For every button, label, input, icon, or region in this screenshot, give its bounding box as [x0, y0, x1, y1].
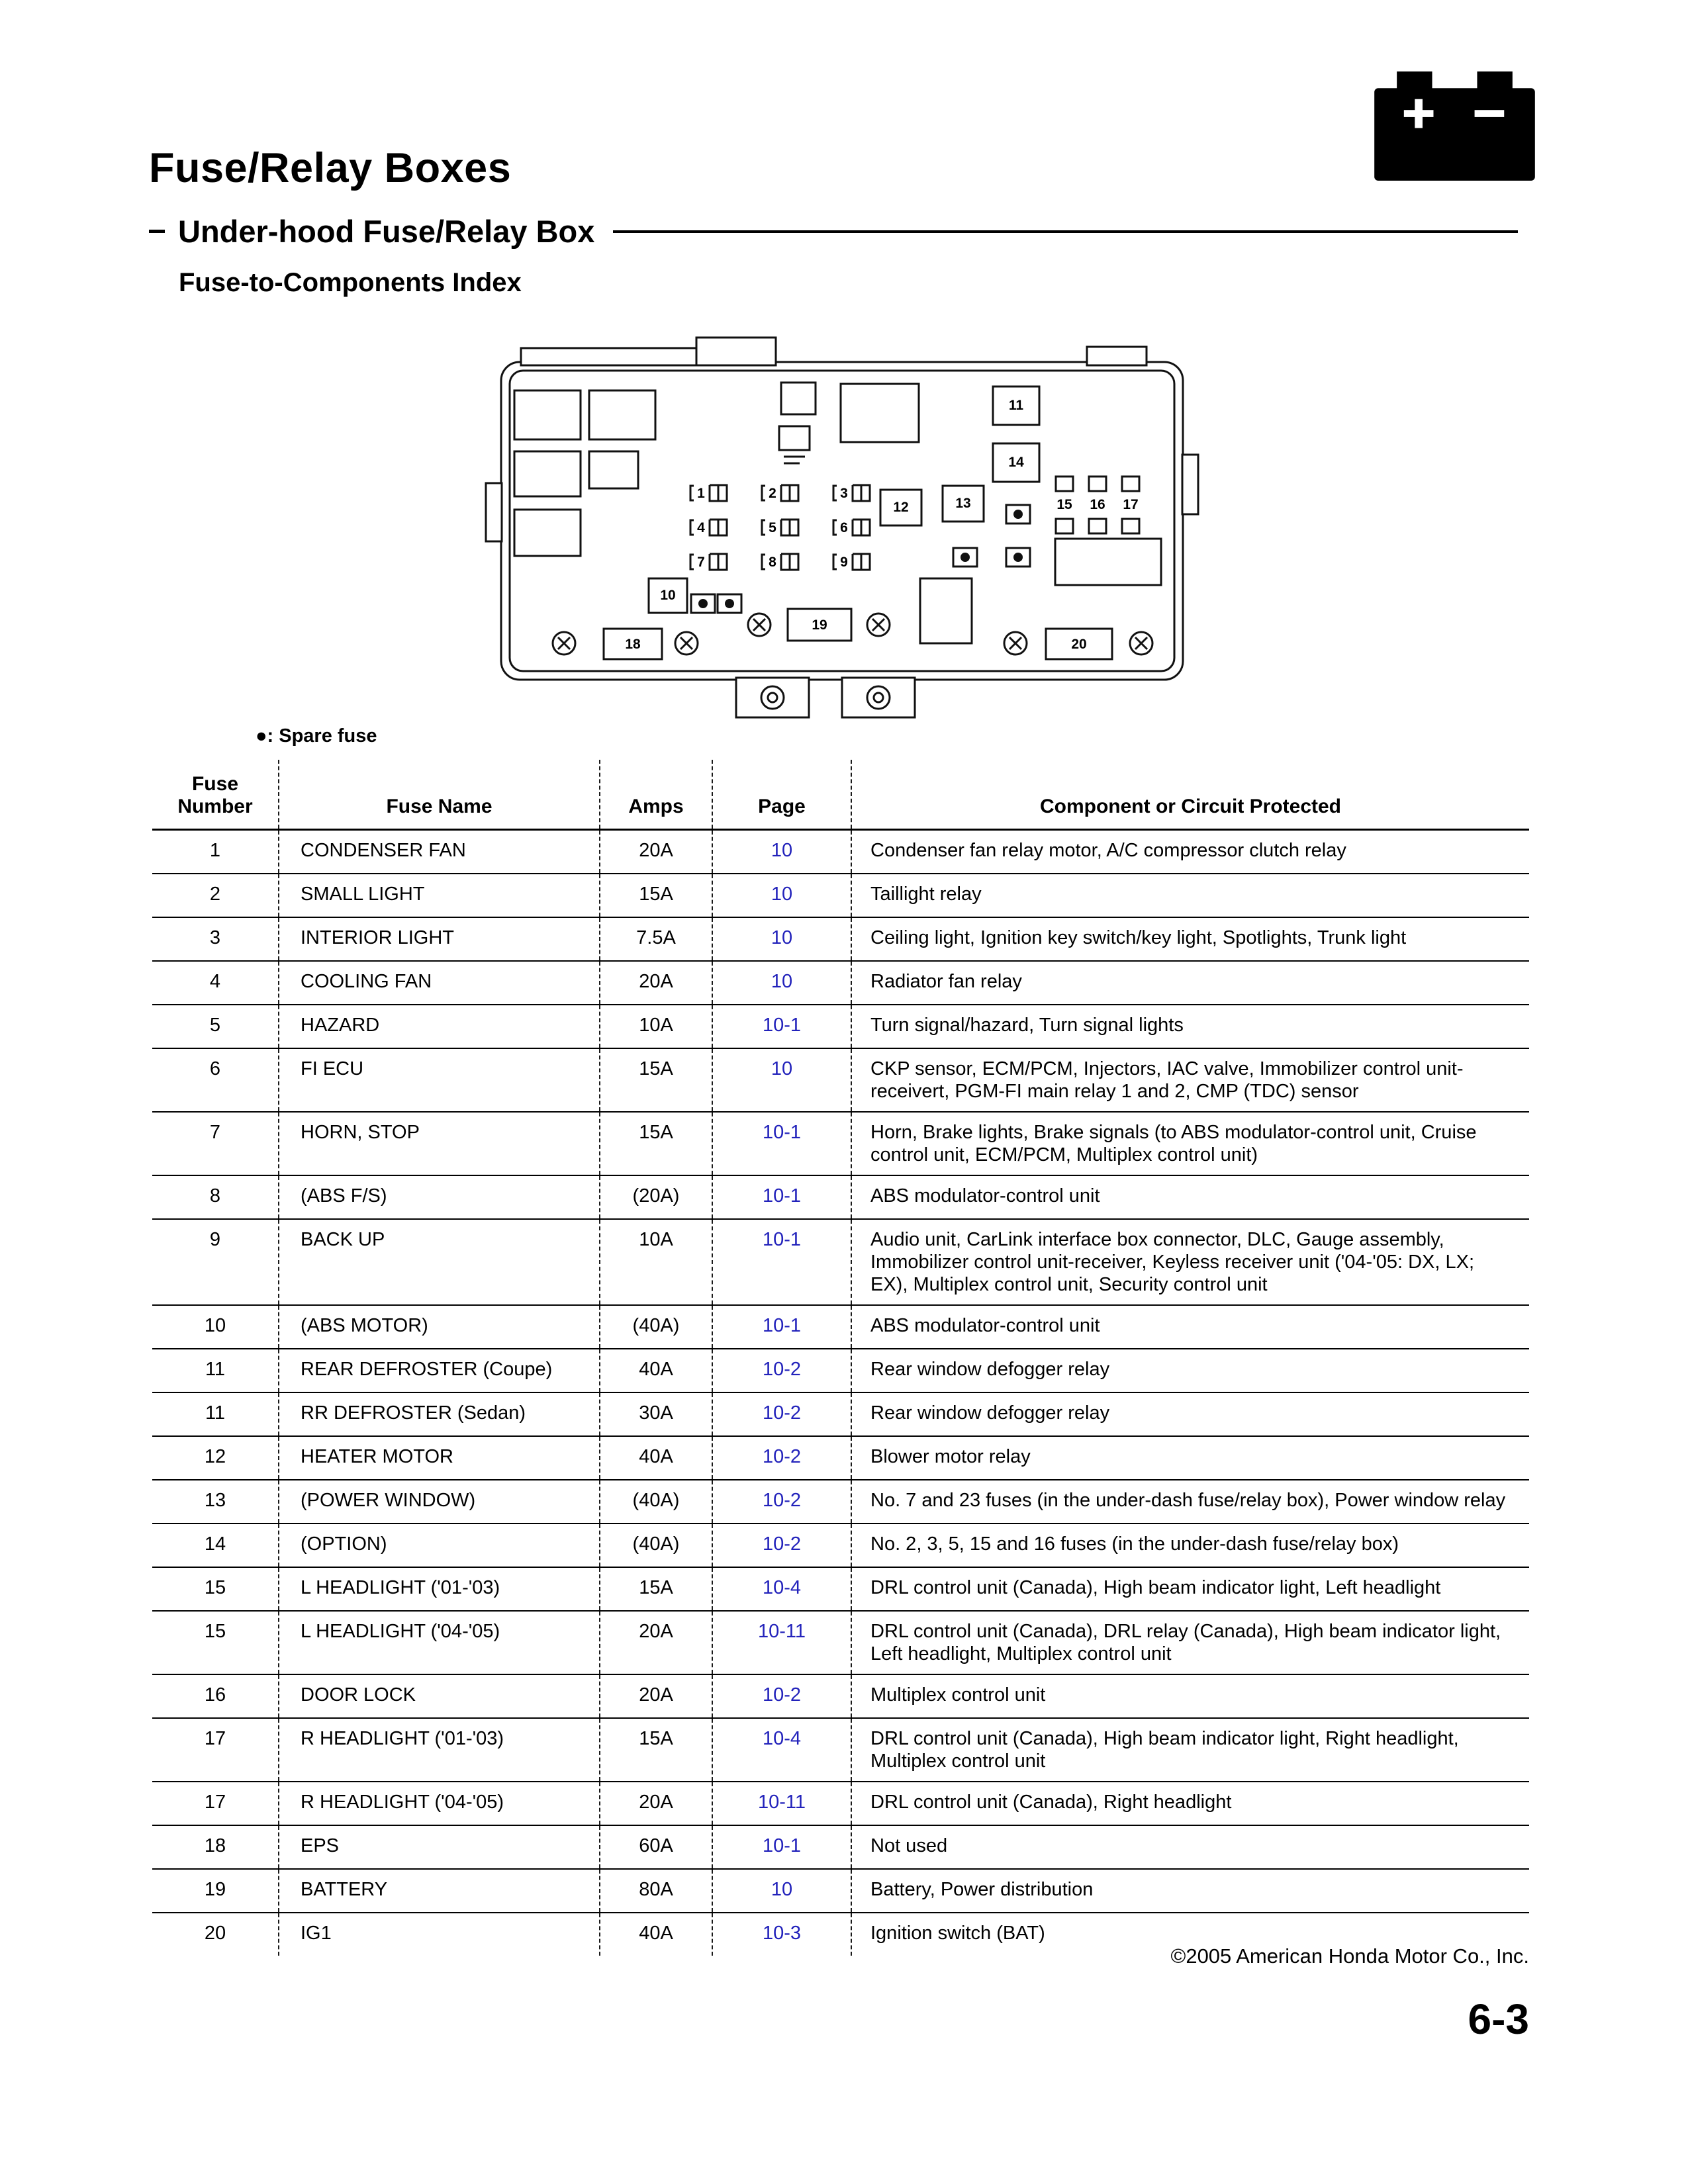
cell-component: ABS modulator-control unit	[851, 1176, 1529, 1218]
cell-fuse-number: 2	[209, 884, 221, 905]
cell-component: ABS modulator-control unit	[851, 1306, 1529, 1348]
cell-fuse-name: RR DEFROSTER (Sedan)	[278, 1393, 599, 1435]
cell-fuse-name: HEATER MOTOR	[278, 1437, 599, 1479]
fuse-label-19: 19	[812, 617, 827, 633]
page-link[interactable]: 10-1	[712, 1826, 851, 1868]
header-component: Component or Circuit Protected	[851, 760, 1529, 829]
fuse-label-10: 10	[660, 588, 676, 603]
fuse-label-2: 2	[769, 486, 776, 501]
page-subtitle: Under-hood Fuse/Relay Box	[178, 214, 595, 249]
fuse-label-13: 13	[955, 496, 971, 511]
page-link[interactable]: 10-2	[712, 1480, 851, 1523]
cell-fuse-name: REAR DEFROSTER (Coupe)	[278, 1349, 599, 1392]
labeled-fuse-box	[604, 387, 1139, 659]
fuse-label-20: 20	[1071, 637, 1087, 652]
table-row	[152, 873, 1529, 917]
cell-amps: 20A	[599, 831, 712, 873]
cell-fuse-number: 16	[204, 1684, 226, 1706]
cell-fuse-number: 17	[204, 1728, 226, 1749]
cell-amps: 15A	[599, 1049, 712, 1111]
bolt-icon	[553, 614, 1152, 655]
cell-fuse-name: SMALL LIGHT	[278, 874, 599, 917]
cell-fuse-name: CONDENSER FAN	[278, 831, 599, 873]
cell-fuse-name: L HEADLIGHT ('04-'05)	[278, 1612, 599, 1674]
page-link[interactable]: 10	[712, 918, 851, 960]
header-fuse-number	[152, 760, 278, 829]
cell-amps: 20A	[599, 1782, 712, 1825]
cell-amps: (40A)	[599, 1524, 712, 1567]
cell-component: Condenser fan relay motor, A/C compressor clutch relay	[851, 831, 1529, 873]
cell-fuse-number: 7	[209, 1122, 221, 1143]
cell-fuse-number: 4	[209, 971, 221, 992]
page-link[interactable]: 10-2	[712, 1393, 851, 1435]
table-row	[152, 1825, 1529, 1868]
top-tab	[1087, 347, 1147, 365]
fusebox-diagram-graphic	[478, 332, 1206, 729]
cell-component: Rear window defogger relay	[851, 1393, 1529, 1435]
cell-fuse-number: 9	[209, 1229, 221, 1250]
table-row	[152, 831, 1529, 873]
cell-fuse-name: (OPTION)	[278, 1524, 599, 1567]
fuse-label-14: 14	[1008, 455, 1024, 470]
top-tab	[521, 348, 710, 365]
subtitle-row	[149, 213, 1518, 250]
horizontal-rule	[613, 230, 1518, 233]
page-link[interactable]: 10-1	[712, 1176, 851, 1218]
cell-component: Rear window defogger relay	[851, 1349, 1529, 1392]
cell-fuse-name: R HEADLIGHT ('01-'03)	[278, 1719, 599, 1781]
fuse-label-9: 9	[840, 555, 848, 570]
table-row	[152, 1218, 1529, 1304]
table-row	[152, 1392, 1529, 1435]
page-link[interactable]: 10-2	[712, 1437, 851, 1479]
cell-component: Audio unit, CarLink interface box connector, DLC, Gauge assembly, Immobilizer control unit-receiver, Keyless receiver unit ('04-'05: DX, LX; EX), Multiplex control unit, Security control unit	[851, 1220, 1529, 1304]
bottom-tab	[736, 678, 809, 717]
page-link[interactable]: 10-2	[712, 1675, 851, 1717]
cell-amps: 15A	[599, 1568, 712, 1610]
table-row	[152, 1479, 1529, 1523]
spare-fuse-label: : Spare fuse	[267, 725, 377, 747]
fuse-label-5: 5	[769, 520, 776, 535]
table-row	[152, 1048, 1529, 1111]
fuse-label-6: 6	[840, 520, 848, 535]
cell-fuse-name: (POWER WINDOW)	[278, 1480, 599, 1523]
page-link[interactable]: 10-1	[712, 1005, 851, 1048]
table-row	[152, 960, 1529, 1004]
cell-amps: 30A	[599, 1393, 712, 1435]
cell-fuse-number: 13	[204, 1490, 226, 1511]
cell-amps: (40A)	[599, 1306, 712, 1348]
table-row	[152, 1868, 1529, 1912]
cell-amps: 10A	[599, 1005, 712, 1048]
fuse-label-18: 18	[625, 637, 641, 652]
cell-component: Horn, Brake lights, Brake signals (to ABS modulator-control unit, Cruise control unit, ECM/PCM, Multiplex control unit)	[851, 1113, 1529, 1175]
cell-component: Blower motor relay	[851, 1437, 1529, 1479]
cell-component: Radiator fan relay	[851, 962, 1529, 1004]
table-row	[152, 917, 1529, 960]
page-link[interactable]: 10	[712, 1870, 851, 1912]
fuse-table-body	[152, 831, 1529, 1956]
header-fuse-number-line1: Fuse	[191, 773, 239, 795]
cell-fuse-name: HAZARD	[278, 1005, 599, 1048]
page-number: 6-3	[1468, 1995, 1529, 2043]
bottom-tab	[842, 678, 915, 717]
cell-fuse-name: COOLING FAN	[278, 962, 599, 1004]
header-fuse-name: Fuse Name	[278, 760, 599, 829]
cell-fuse-number: 17	[204, 1792, 226, 1813]
cell-fuse-number: 12	[204, 1446, 226, 1467]
cell-amps: 40A	[599, 1913, 712, 1956]
cell-amps: 15A	[599, 1113, 712, 1175]
page-link[interactable]: 10-2	[712, 1349, 851, 1392]
page-link[interactable]: 10-11	[712, 1782, 851, 1825]
section-title: Fuse-to-Components Index	[179, 268, 522, 297]
table-row	[152, 1304, 1529, 1348]
page-link[interactable]: 10-1	[712, 1220, 851, 1304]
cell-fuse-number: 6	[209, 1058, 221, 1079]
fusebox-diagram	[478, 332, 1206, 733]
cell-component: DRL control unit (Canada), High beam indicator light, Left headlight	[851, 1568, 1529, 1610]
fuse-label-16: 16	[1090, 497, 1105, 512]
table-row	[152, 1111, 1529, 1175]
cell-fuse-name: FI ECU	[278, 1049, 599, 1111]
cell-fuse-number: 5	[209, 1015, 221, 1036]
cell-component: No. 7 and 23 fuses (in the under-dash fuse/relay box), Power window relay	[851, 1480, 1529, 1523]
page-title: Fuse/Relay Boxes	[149, 145, 512, 191]
cell-component: DRL control unit (Canada), High beam indicator light, Right headlight, Multiplex control unit	[851, 1719, 1529, 1781]
cell-fuse-name: (ABS F/S)	[278, 1176, 599, 1218]
fuse-label-8: 8	[769, 555, 776, 570]
cell-component: No. 2, 3, 5, 15 and 16 fuses (in the under-dash fuse/relay box)	[851, 1524, 1529, 1567]
cell-fuse-name: DOOR LOCK	[278, 1675, 599, 1717]
cell-amps: (20A)	[599, 1176, 712, 1218]
page-link[interactable]: 10-4	[712, 1719, 851, 1781]
cell-amps: 60A	[599, 1826, 712, 1868]
cell-fuse-name: BATTERY	[278, 1870, 599, 1912]
cell-component: Taillight relay	[851, 874, 1529, 917]
fuse-label-7: 7	[697, 555, 705, 570]
cell-fuse-name: HORN, STOP	[278, 1113, 599, 1175]
fuse-label-1: 1	[697, 486, 705, 501]
cell-fuse-number: 11	[205, 1402, 226, 1424]
table-row	[152, 1175, 1529, 1218]
spare-fuse-legend	[256, 725, 377, 747]
cell-fuse-number: 15	[204, 1577, 226, 1598]
table-row	[152, 1004, 1529, 1048]
cell-amps: 20A	[599, 1675, 712, 1717]
cell-amps: 15A	[599, 874, 712, 917]
cell-component: Ignition switch (BAT)	[851, 1913, 1529, 1956]
cell-fuse-number: 14	[204, 1533, 226, 1555]
page-link[interactable]: 10-2	[712, 1524, 851, 1567]
page-link[interactable]: 10	[712, 831, 851, 873]
fuse-label-11: 11	[1008, 398, 1024, 413]
page-link[interactable]: 10-3	[712, 1913, 851, 1956]
cell-fuse-number: 18	[204, 1835, 226, 1856]
copyright: ©2005 American Honda Motor Co., Inc.	[1170, 1944, 1529, 1968]
cell-component: DRL control unit (Canada), DRL relay (Canada), High beam indicator light, Left headlight, Multiplex control unit	[851, 1612, 1529, 1674]
page-link[interactable]: 10-1	[712, 1306, 851, 1348]
cell-fuse-number: 1	[209, 840, 221, 861]
page-link[interactable]: 10-11	[712, 1612, 851, 1674]
dash-marker	[149, 230, 165, 233]
fuse-label-15: 15	[1056, 497, 1072, 512]
side-tab	[486, 483, 502, 541]
page-link[interactable]: 10	[712, 874, 851, 917]
page-link[interactable]: 10	[712, 1049, 851, 1111]
battery-icon-graphic	[1374, 71, 1536, 181]
cell-component: DRL control unit (Canada), Right headlight	[851, 1782, 1529, 1825]
fuse-table	[152, 760, 1529, 1956]
relay-box	[514, 383, 1161, 643]
cell-fuse-name: IG1	[278, 1913, 599, 1956]
cell-amps: 7.5A	[599, 918, 712, 960]
fuse-label-17: 17	[1123, 497, 1139, 512]
table-row	[152, 1523, 1529, 1567]
cell-fuse-number: 15	[204, 1621, 226, 1642]
table-row	[152, 1717, 1529, 1781]
cell-fuse-name: (ABS MOTOR)	[278, 1306, 599, 1348]
table-row	[152, 1610, 1529, 1674]
header-amps: Amps	[599, 760, 712, 829]
cell-fuse-number: 19	[204, 1879, 226, 1900]
cell-amps: 20A	[599, 1612, 712, 1674]
table-row	[152, 1348, 1529, 1392]
side-tab	[1182, 455, 1198, 514]
header-fuse-number-line2: Number	[177, 796, 253, 817]
cell-component: Not used	[851, 1826, 1529, 1868]
cell-fuse-name: R HEADLIGHT ('04-'05)	[278, 1782, 599, 1825]
cell-fuse-number: 3	[209, 927, 221, 948]
cell-amps: (40A)	[599, 1480, 712, 1523]
cell-amps: 40A	[599, 1349, 712, 1392]
fuse-label-3: 3	[840, 486, 848, 501]
cell-amps: 15A	[599, 1719, 712, 1781]
table-row	[152, 1435, 1529, 1479]
cell-fuse-name: EPS	[278, 1826, 599, 1868]
fuse-label-12: 12	[893, 500, 909, 515]
header-page: Page	[712, 760, 851, 829]
table-header	[152, 760, 1529, 831]
table-row	[152, 1567, 1529, 1610]
fuse-label-4: 4	[697, 520, 705, 535]
cell-fuse-number: 11	[205, 1359, 226, 1380]
cell-component: Multiplex control unit	[851, 1675, 1529, 1717]
page-link[interactable]: 10-1	[712, 1113, 851, 1175]
cell-fuse-name: INTERIOR LIGHT	[278, 918, 599, 960]
page-link[interactable]: 10	[712, 962, 851, 1004]
cell-component: CKP sensor, ECM/PCM, Injectors, IAC valve, Immobilizer control unit-receivert, PGM-FI main relay 1 and 2, CMP (TDC) sensor	[851, 1049, 1529, 1111]
cell-component: Ceiling light, Ignition key switch/key light, Spotlights, Trunk light	[851, 918, 1529, 960]
cell-fuse-name: L HEADLIGHT ('01-'03)	[278, 1568, 599, 1610]
cell-component: Battery, Power distribution	[851, 1870, 1529, 1912]
cell-amps: 40A	[599, 1437, 712, 1479]
cell-fuse-number: 10	[204, 1315, 226, 1336]
cell-fuse-number: 20	[204, 1923, 226, 1944]
cell-amps: 20A	[599, 962, 712, 1004]
top-tab	[696, 338, 776, 365]
table-row	[152, 1781, 1529, 1825]
table-row	[152, 1674, 1529, 1717]
cell-fuse-name: BACK UP	[278, 1220, 599, 1304]
cell-amps: 10A	[599, 1220, 712, 1304]
battery-icon	[1374, 71, 1536, 184]
cell-fuse-number: 8	[209, 1185, 221, 1206]
cell-component: Turn signal/hazard, Turn signal lights	[851, 1005, 1529, 1048]
page-link[interactable]: 10-4	[712, 1568, 851, 1610]
spare-fuse-symbol: ●	[256, 725, 267, 747]
cell-amps: 80A	[599, 1870, 712, 1912]
